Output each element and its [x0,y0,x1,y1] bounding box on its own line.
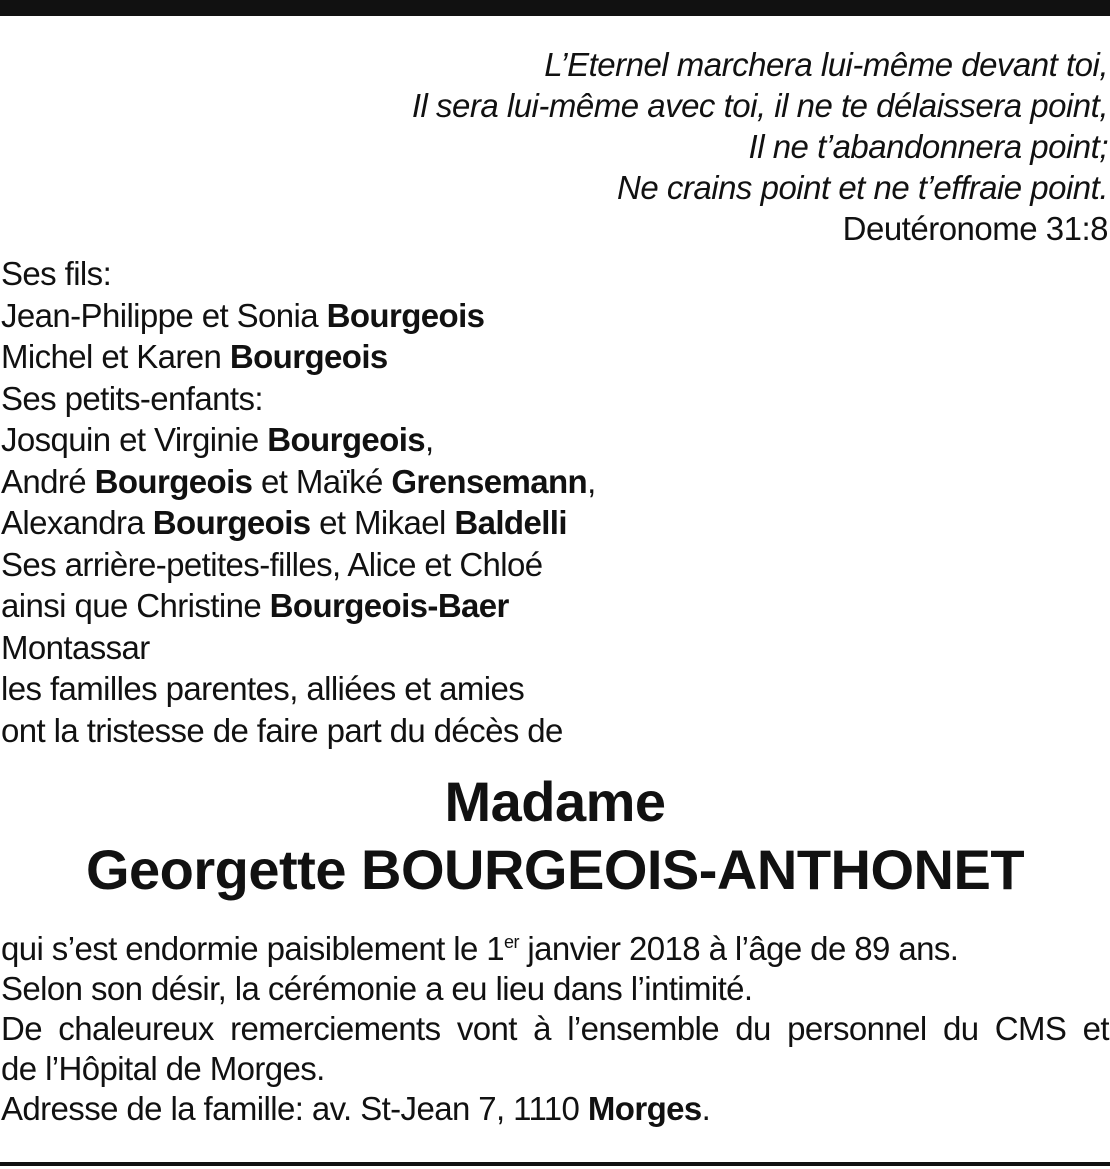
names: Jean-Philippe et Sonia [1,296,319,334]
deceased-title: Madame [444,770,666,833]
surname: Bourgeois [152,504,311,541]
verse-line: Il sera lui-même avec toi, il ne te délaissera point, [411,87,1108,124]
surname: Bourgeois [229,338,388,375]
names: Michel et Karen [1,338,222,375]
family-line [1,336,596,378]
family-line: les familles parentes, alliées et amies [1,670,525,707]
bottom-rule [0,1162,1110,1166]
family-line [1,585,596,627]
family-line: Ses arrière-petites-filles, Alice et Chloé [1,545,543,583]
thanks-line: de l’Hôpital de Morges. [1,1050,325,1087]
address-text: Adresse de la famille: av. St-Jean 7, 1110 [1,1090,580,1127]
closing-text [1,929,1109,1129]
surname: Bourgeois [267,421,426,458]
thanks-line: De chaleureux remerciements vont à l’ensemble du personnel du CMS et [1,1010,1109,1047]
surname: Bourgeois [94,462,253,500]
surname: Grensemann [391,462,588,500]
family-list [1,253,596,751]
surname: Bourgeois [326,296,485,334]
sons-heading: Ses fils: [1,255,112,292]
names: André [1,462,87,500]
text-part: janvier 2018 à l’âge de 89 ans. [518,930,959,967]
verse-line: Ne crains point et ne t’effraie point. [617,169,1108,206]
ceremony-line: Selon son désir, la cérémonie a eu lieu dans l’intimité. [1,970,753,1007]
family-line [1,419,596,461]
verse-line: Il ne t’abandonnera point; [748,128,1108,165]
family-line [1,502,596,544]
family-line [1,295,596,337]
deceased-name: Georgette BOURGEOIS-ANTHONET [85,838,1025,901]
address-city: Morges [587,1090,702,1127]
names: Alexandra [1,504,145,541]
punctuation: . [701,1090,711,1127]
ordinal-suffix: er [504,932,519,952]
deceased-block [0,768,1110,904]
top-rule [0,0,1110,16]
punctuation: , [587,462,596,500]
surname: Bourgeois-Baer [269,587,509,624]
names: et Maïké [261,462,383,500]
text-part: qui s’est endormie paisiblement le 1 [1,930,505,967]
punctuation: , [425,421,434,458]
death-notice-line [1,929,1109,969]
grandchildren-heading: Ses petits-enfants: [1,379,263,417]
announcement-line: ont la tristesse de faire part du décès de [1,711,563,749]
surname: Baldelli [454,504,567,541]
family-line: Montassar [1,628,150,666]
bible-verse [412,44,1108,249]
names: et Mikael [319,504,446,541]
verse-line: L’Eternel marchera lui-même devant toi, [544,46,1108,83]
address-line [1,1089,1109,1129]
names: Josquin et Virginie [1,421,259,458]
family-line [1,461,596,503]
names: ainsi que Christine [1,587,262,624]
verse-reference: Deutéronome 31:8 [842,210,1108,247]
